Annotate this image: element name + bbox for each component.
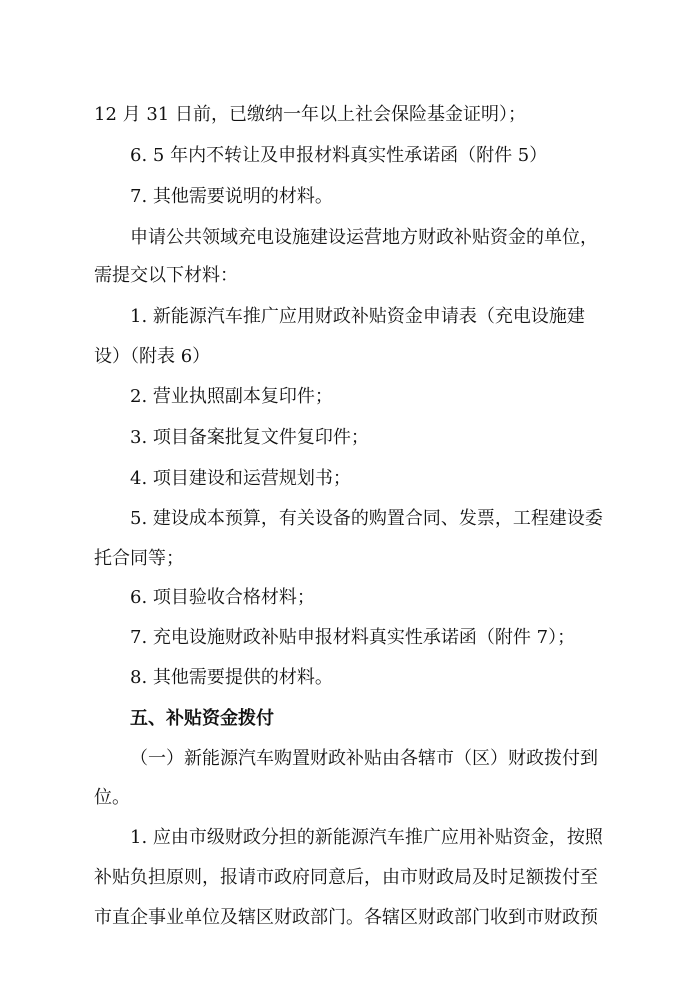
subsection-1: （一）新能源汽车购置财政补贴由各辖市（区）财政拨付到: [130, 748, 598, 769]
list-item-5-budget: 5. 建设成本预算，有关设备的购置合同、发票，工程建设委: [130, 508, 603, 529]
paragraph-charging-intro-cont: 需提交以下材料：: [94, 265, 238, 286]
list-item-8-other: 8. 其他需要提供的材料。: [130, 667, 333, 688]
paragraph-charging-intro: 申请公共领域充电设施建设运营地方财政补贴资金的单位，: [130, 227, 598, 248]
list-item-6-acceptance: 6. 项目验收合格材料；: [130, 587, 315, 608]
paragraph-municipal-funds-cont-1: 补贴负担原则，报请市政府同意后，由市财政局及时足额拨付至: [94, 867, 598, 888]
list-item-3-filing: 3. 项目备案批复文件复印件；: [130, 427, 369, 448]
list-item-2-license: 2. 营业执照副本复印件；: [130, 386, 333, 407]
text-line-1: 12 月 31 日前，已缴纳一年以上社会保险基金证明）；: [94, 104, 526, 125]
paragraph-municipal-funds-cont-2: 市直企事业单位及辖区财政部门。各辖区财政部门收到市财政预: [94, 907, 598, 928]
list-item-5-budget-cont: 托合同等；: [94, 548, 184, 569]
subsection-1-cont: 位。: [94, 787, 130, 808]
list-item-7-commitment: 7. 充电设施财政补贴申报材料真实性承诺函（附件 7）；: [130, 627, 576, 648]
list-item-6-commitment: 6. 5 年内不转让及申报材料真实性承诺函（附件 5）: [130, 145, 548, 166]
list-item-7-other: 7. 其他需要说明的材料。: [130, 186, 333, 207]
list-item-1-application: 1. 新能源汽车推广应用财政补贴资金申请表（充电设施建: [130, 306, 585, 327]
list-item-1-application-cont: 设）（附表 6）: [94, 346, 211, 367]
list-item-4-plan: 4. 项目建设和运营规划书；: [130, 468, 351, 489]
section-heading-5: 五、补贴资金拨付: [130, 708, 274, 729]
paragraph-municipal-funds: 1. 应由市级财政分担的新能源汽车推广应用补贴资金，按照: [130, 827, 603, 848]
